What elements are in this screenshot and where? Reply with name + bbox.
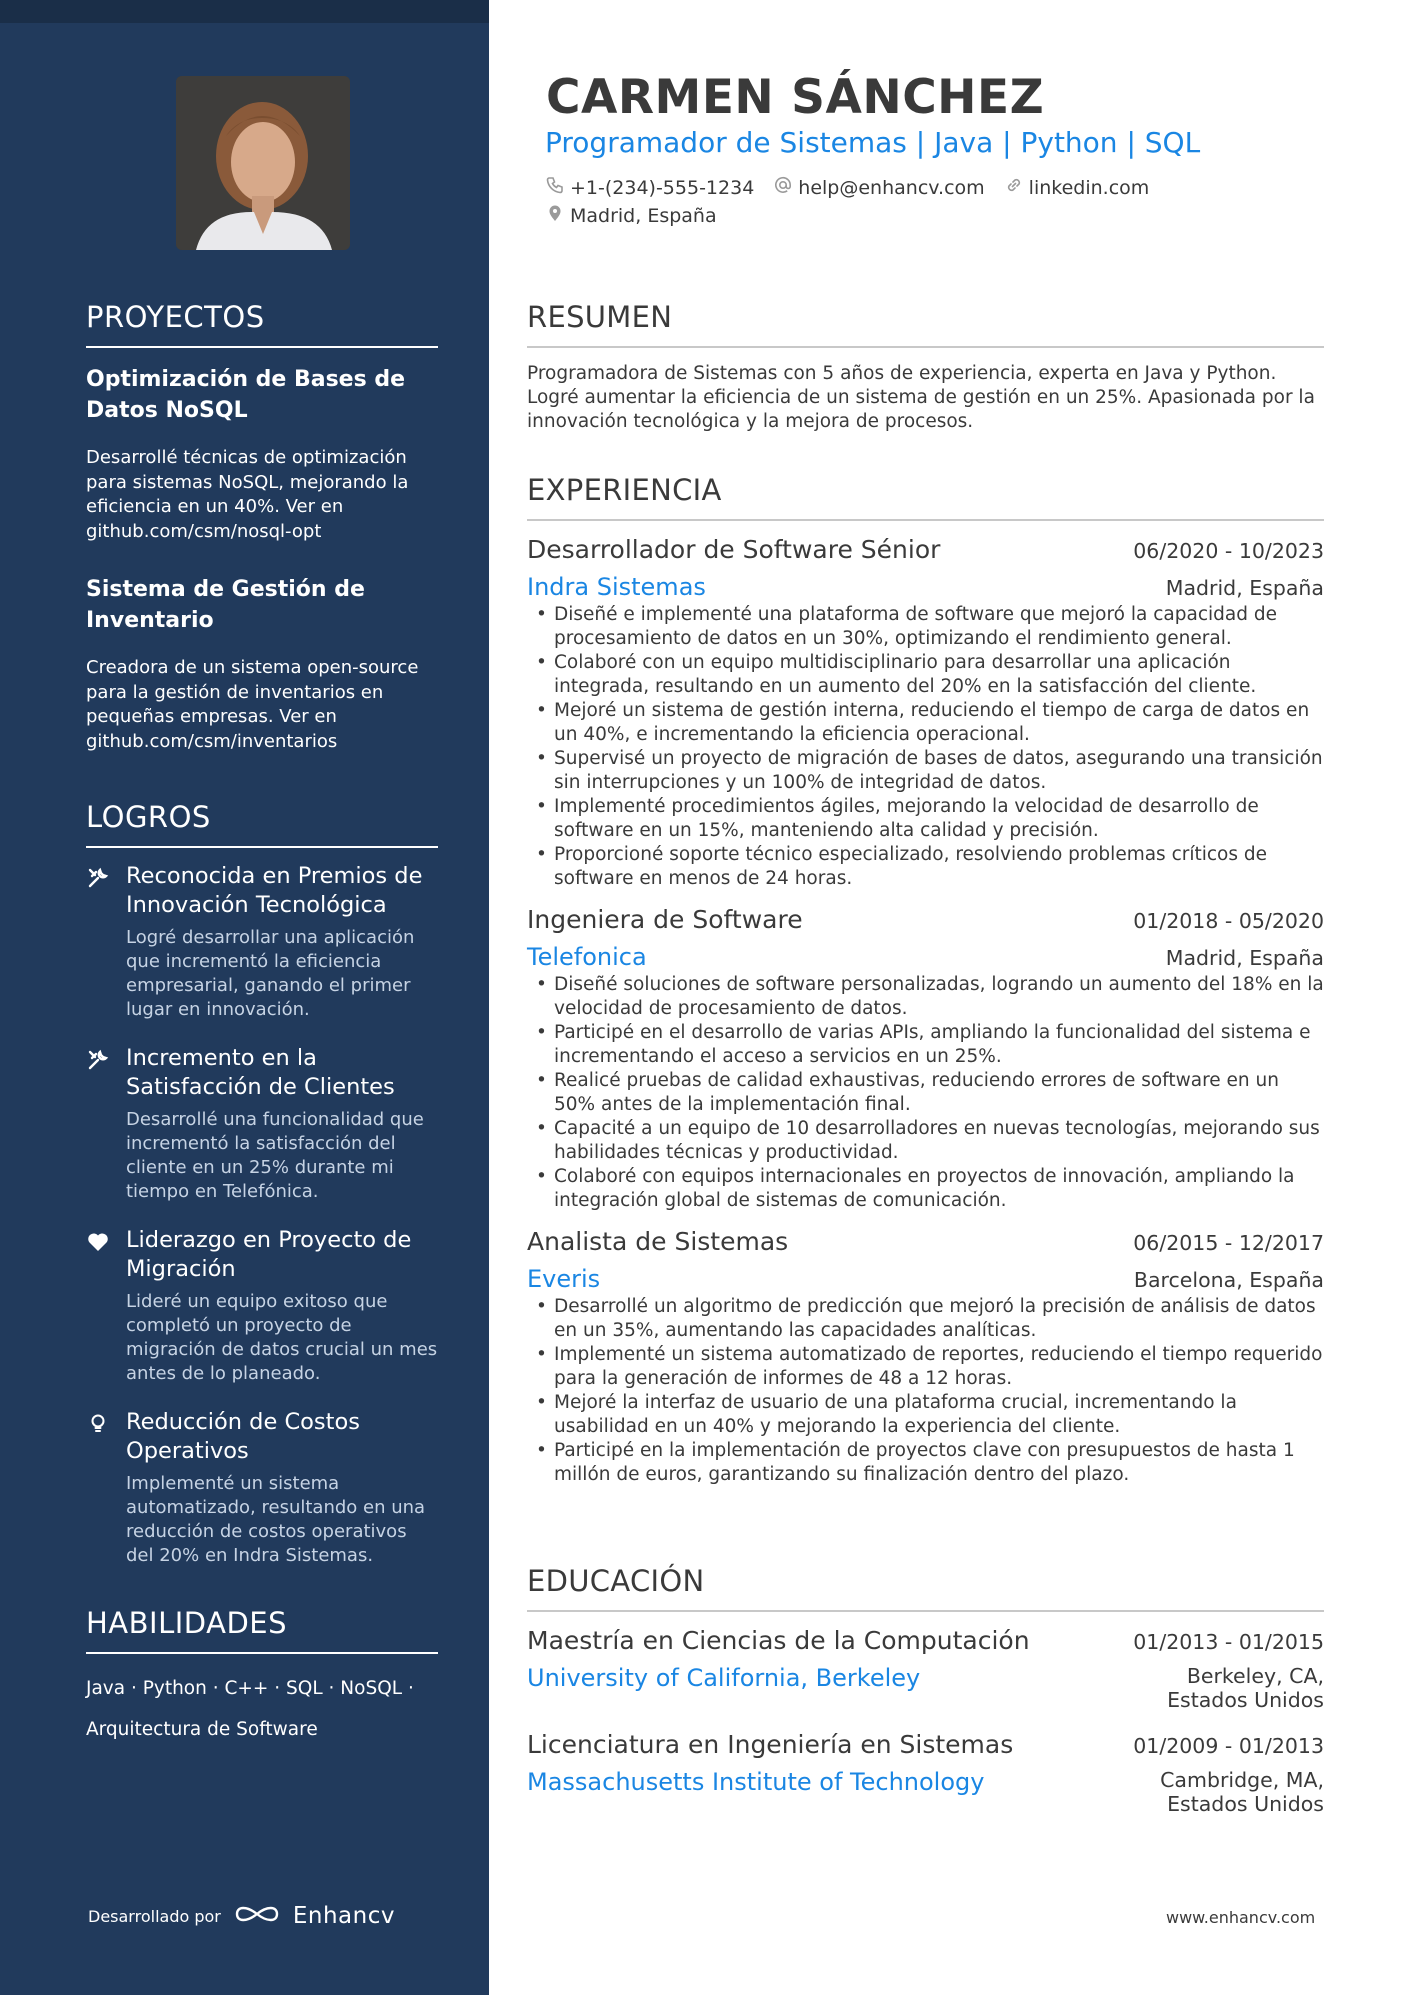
profile-photo xyxy=(176,76,350,250)
achievement-description: Implementé un sistema automatizado, resultando en una reducción de costos operativos del 20% en Indra Sistemas. xyxy=(126,1473,426,1566)
achievement-description: Desarrollé una funcionalidad que incrementó la satisfacción del cliente en un 25% durante mi tiempo en Telefónica. xyxy=(126,1109,424,1202)
achievements-section xyxy=(86,800,438,1568)
contact-email[interactable] xyxy=(774,176,984,199)
tools-icon xyxy=(86,1048,110,1072)
job-bullet: • Participé en el desarrollo de varias APIs, ampliando la funcionalidad del sistema e incrementando el acceso a servicios en un 25%. xyxy=(527,1021,1324,1069)
phone-text: +1-(234)-555-1234 xyxy=(570,176,755,199)
project-item xyxy=(86,574,438,754)
job-entry xyxy=(527,1227,1324,1487)
job-bullet: • Mejoré la interfaz de usuario de una plataforma crucial, incrementando la usabilidad en un 40% y mejorando la experiencia del cliente. xyxy=(527,1391,1324,1439)
job-title: Analista de Sistemas xyxy=(527,1227,789,1256)
job-company: Everis xyxy=(527,1265,601,1293)
tools-icon xyxy=(86,866,110,890)
skills-line: Arquitectura de Software xyxy=(86,1719,318,1740)
job-location: Barcelona, España xyxy=(1133,1268,1324,1292)
edu-dates: 01/2009 - 01/2013 xyxy=(1133,1734,1324,1758)
edu-location xyxy=(1160,1768,1324,1816)
job-company: Telefonica xyxy=(527,943,647,971)
job-bullet: • Colaboré con un equipo multidisciplinario para desarrollar una aplicación integrada, resultando en un aumento del 20% en la satisfacción del cliente. xyxy=(527,651,1324,699)
contact-phone xyxy=(546,176,754,199)
job-bullets xyxy=(527,603,1324,891)
job-bullet: • Capacité a un equipo de 10 desarrolladores en nuevas tecnologías, mejorando sus habilidades técnicas y productividad. xyxy=(527,1117,1324,1165)
achievement-title: Incremento en la Satisfacción de Clientes xyxy=(126,1045,395,1100)
job-bullet: • Diseñé soluciones de software personalizadas, logrando un aumento del 18% en la velocidad de procesamiento de datos. xyxy=(527,973,1324,1021)
edu-degree: Maestría en Ciencias de la Computación xyxy=(527,1626,1030,1655)
job-location: Madrid, España xyxy=(1165,946,1324,970)
footer-url[interactable]: www.enhancv.com xyxy=(1166,1908,1316,1927)
job-dates: 06/2015 - 12/2017 xyxy=(1133,1231,1324,1255)
achievement-item xyxy=(86,1408,438,1568)
job-bullet: • Implementé un sistema automatizado de reportes, reduciendo el tiempo requerido para la generación de informes de 48 a 12 horas. xyxy=(527,1343,1324,1391)
headline: Programador de Sistemas | Java | Python | SQL xyxy=(545,126,1201,159)
edu-location xyxy=(1167,1664,1324,1712)
contact-row xyxy=(546,176,1149,199)
job-bullets xyxy=(527,973,1324,1213)
sidebar xyxy=(0,0,489,1995)
job-bullet: • Proporcioné soporte técnico especializado, resolviendo problemas críticos de software en menos de 24 horas. xyxy=(527,843,1324,891)
job-entry xyxy=(527,905,1324,1213)
education-entry xyxy=(527,1626,1324,1712)
job-title: Desarrollador de Software Sénior xyxy=(527,535,941,564)
powered-by-label: Desarrollado por xyxy=(88,1906,221,1926)
powered-by xyxy=(88,1902,395,1930)
contact-location xyxy=(546,204,717,227)
job-bullet: • Diseñé e implementé una plataforma de software que mejoró la capacidad de procesamiento de datos en un 30%, optimizando el rendimiento general. xyxy=(527,603,1324,651)
experience-section xyxy=(527,473,1324,1487)
sidebar-top-bar xyxy=(0,0,489,23)
edu-location-line: Cambridge, MA, xyxy=(1160,1768,1324,1792)
skills-title: HABILIDADES xyxy=(86,1606,438,1654)
achievement-item xyxy=(86,1044,438,1204)
job-bullet: • Colaboré con equipos internacionales en proyectos de innovación, ampliando la integración global de sistemas de comunicación. xyxy=(527,1165,1324,1213)
summary-section xyxy=(527,300,1324,434)
project-title: Optimización de Bases de Datos NoSQL xyxy=(86,367,406,423)
edu-degree: Licenciatura en Ingeniería en Sistemas xyxy=(527,1730,1014,1759)
summary-title: RESUMEN xyxy=(527,300,1324,348)
skills-section xyxy=(86,1606,438,1750)
job-bullets xyxy=(527,1295,1324,1487)
job-bullet: • Implementé procedimientos ágiles, mejorando la velocidad de desarrollo de software en un 15%, manteniendo alta calidad y precisión. xyxy=(527,795,1324,843)
achievement-item xyxy=(86,1226,438,1386)
linkedin-text: linkedin.com xyxy=(1028,176,1150,199)
job-title: Ingeniera de Software xyxy=(527,905,803,934)
achievement-title: Reducción de Costos Operativos xyxy=(126,1409,360,1464)
achievements-title: LOGROS xyxy=(86,800,438,848)
summary-text: Programadora de Sistemas con 5 años de experiencia, experta en Java y Python. Logré aumentar la eficiencia de un sistema de gestión en un 25%. Apasionada por la innovación tecnológica y la mejora de procesos. xyxy=(527,363,1315,432)
phone-icon xyxy=(546,176,564,199)
job-bullet: • Desarrollé un algoritmo de predicción que mejoró la precisión de análisis de datos en un 35%, aumentando las capacidades analíticas. xyxy=(527,1295,1324,1343)
skills-list xyxy=(86,1668,438,1750)
projects-section xyxy=(86,300,438,754)
enhancv-logo-icon xyxy=(233,1902,281,1930)
edu-school: University of California, Berkeley xyxy=(527,1664,921,1692)
contact-linkedin[interactable] xyxy=(1005,176,1150,199)
achievement-description: Lideré un equipo exitoso que completó un proyecto de migración de datos crucial un mes antes de lo planeado. xyxy=(126,1291,438,1384)
project-description: Creadora de un sistema open-source para la gestión de inventarios en pequeñas empresas. Ver en github.com/csm/inventarios xyxy=(86,657,419,752)
education-title: EDUCACIÓN xyxy=(527,1564,1324,1612)
link-icon xyxy=(1005,176,1023,199)
job-entry xyxy=(527,535,1324,891)
job-bullet: • Realicé pruebas de calidad exhaustivas, reduciendo errores de software en un 50% antes de la implementación final. xyxy=(527,1069,1324,1117)
edu-dates: 01/2013 - 01/2015 xyxy=(1133,1630,1324,1654)
projects-title: PROYECTOS xyxy=(86,300,438,348)
job-dates: 01/2018 - 05/2020 xyxy=(1133,909,1324,933)
candidate-name: CARMEN SÁNCHEZ xyxy=(546,70,1045,125)
education-section xyxy=(527,1564,1324,1816)
achievement-title: Liderazgo en Proyecto de Migración xyxy=(126,1227,412,1282)
project-item xyxy=(86,364,438,544)
achievement-title: Reconocida en Premios de Innovación Tecnológica xyxy=(126,863,423,918)
lightbulb-icon xyxy=(86,1412,110,1436)
job-location: Madrid, España xyxy=(1165,576,1324,600)
enhancv-brand: Enhancv xyxy=(292,1903,395,1929)
job-bullet: • Mejoré un sistema de gestión interna, reduciendo el tiempo de carga de datos en un 40%, e incrementando la eficiencia operacional. xyxy=(527,699,1324,747)
location-pin-icon xyxy=(546,204,564,227)
job-bullet: • Supervisé un proyecto de migración de bases de datos, asegurando una transición sin interrupciones y un 100% de integridad de datos. xyxy=(527,747,1324,795)
edu-location-line: Estados Unidos xyxy=(1167,1688,1324,1712)
job-company: Indra Sistemas xyxy=(527,573,706,601)
location-text: Madrid, España xyxy=(570,204,717,227)
job-bullet: • Participé en la implementación de proyectos clave con presupuestos de hasta 1 millón de euros, garantizando su finalización dentro del plazo. xyxy=(527,1439,1324,1487)
heart-icon xyxy=(86,1230,110,1254)
edu-location-line: Berkeley, CA, xyxy=(1186,1664,1324,1688)
skills-line: Java · Python · C++ · SQL · NoSQL · xyxy=(86,1678,414,1699)
at-icon xyxy=(774,176,792,199)
email-text: help@enhancv.com xyxy=(798,176,985,199)
achievement-description: Logré desarrollar una aplicación que incrementó la eficiencia empresarial, ganando el primer lugar en innovación. xyxy=(126,927,415,1020)
location-row xyxy=(546,204,717,227)
experience-title: EXPERIENCIA xyxy=(527,473,1324,521)
education-entry xyxy=(527,1730,1324,1816)
project-title: Sistema de Gestión de Inventario xyxy=(86,577,365,633)
project-description: Desarrollé técnicas de optimización para sistemas NoSQL, mejorando la eficiencia en un 40%. Ver en github.com/csm/nosql-opt xyxy=(86,447,409,542)
achievement-item xyxy=(86,862,438,1022)
job-dates: 06/2020 - 10/2023 xyxy=(1133,539,1324,563)
edu-location-line: Estados Unidos xyxy=(1167,1792,1324,1816)
edu-school: Massachusetts Institute of Technology xyxy=(527,1768,985,1796)
